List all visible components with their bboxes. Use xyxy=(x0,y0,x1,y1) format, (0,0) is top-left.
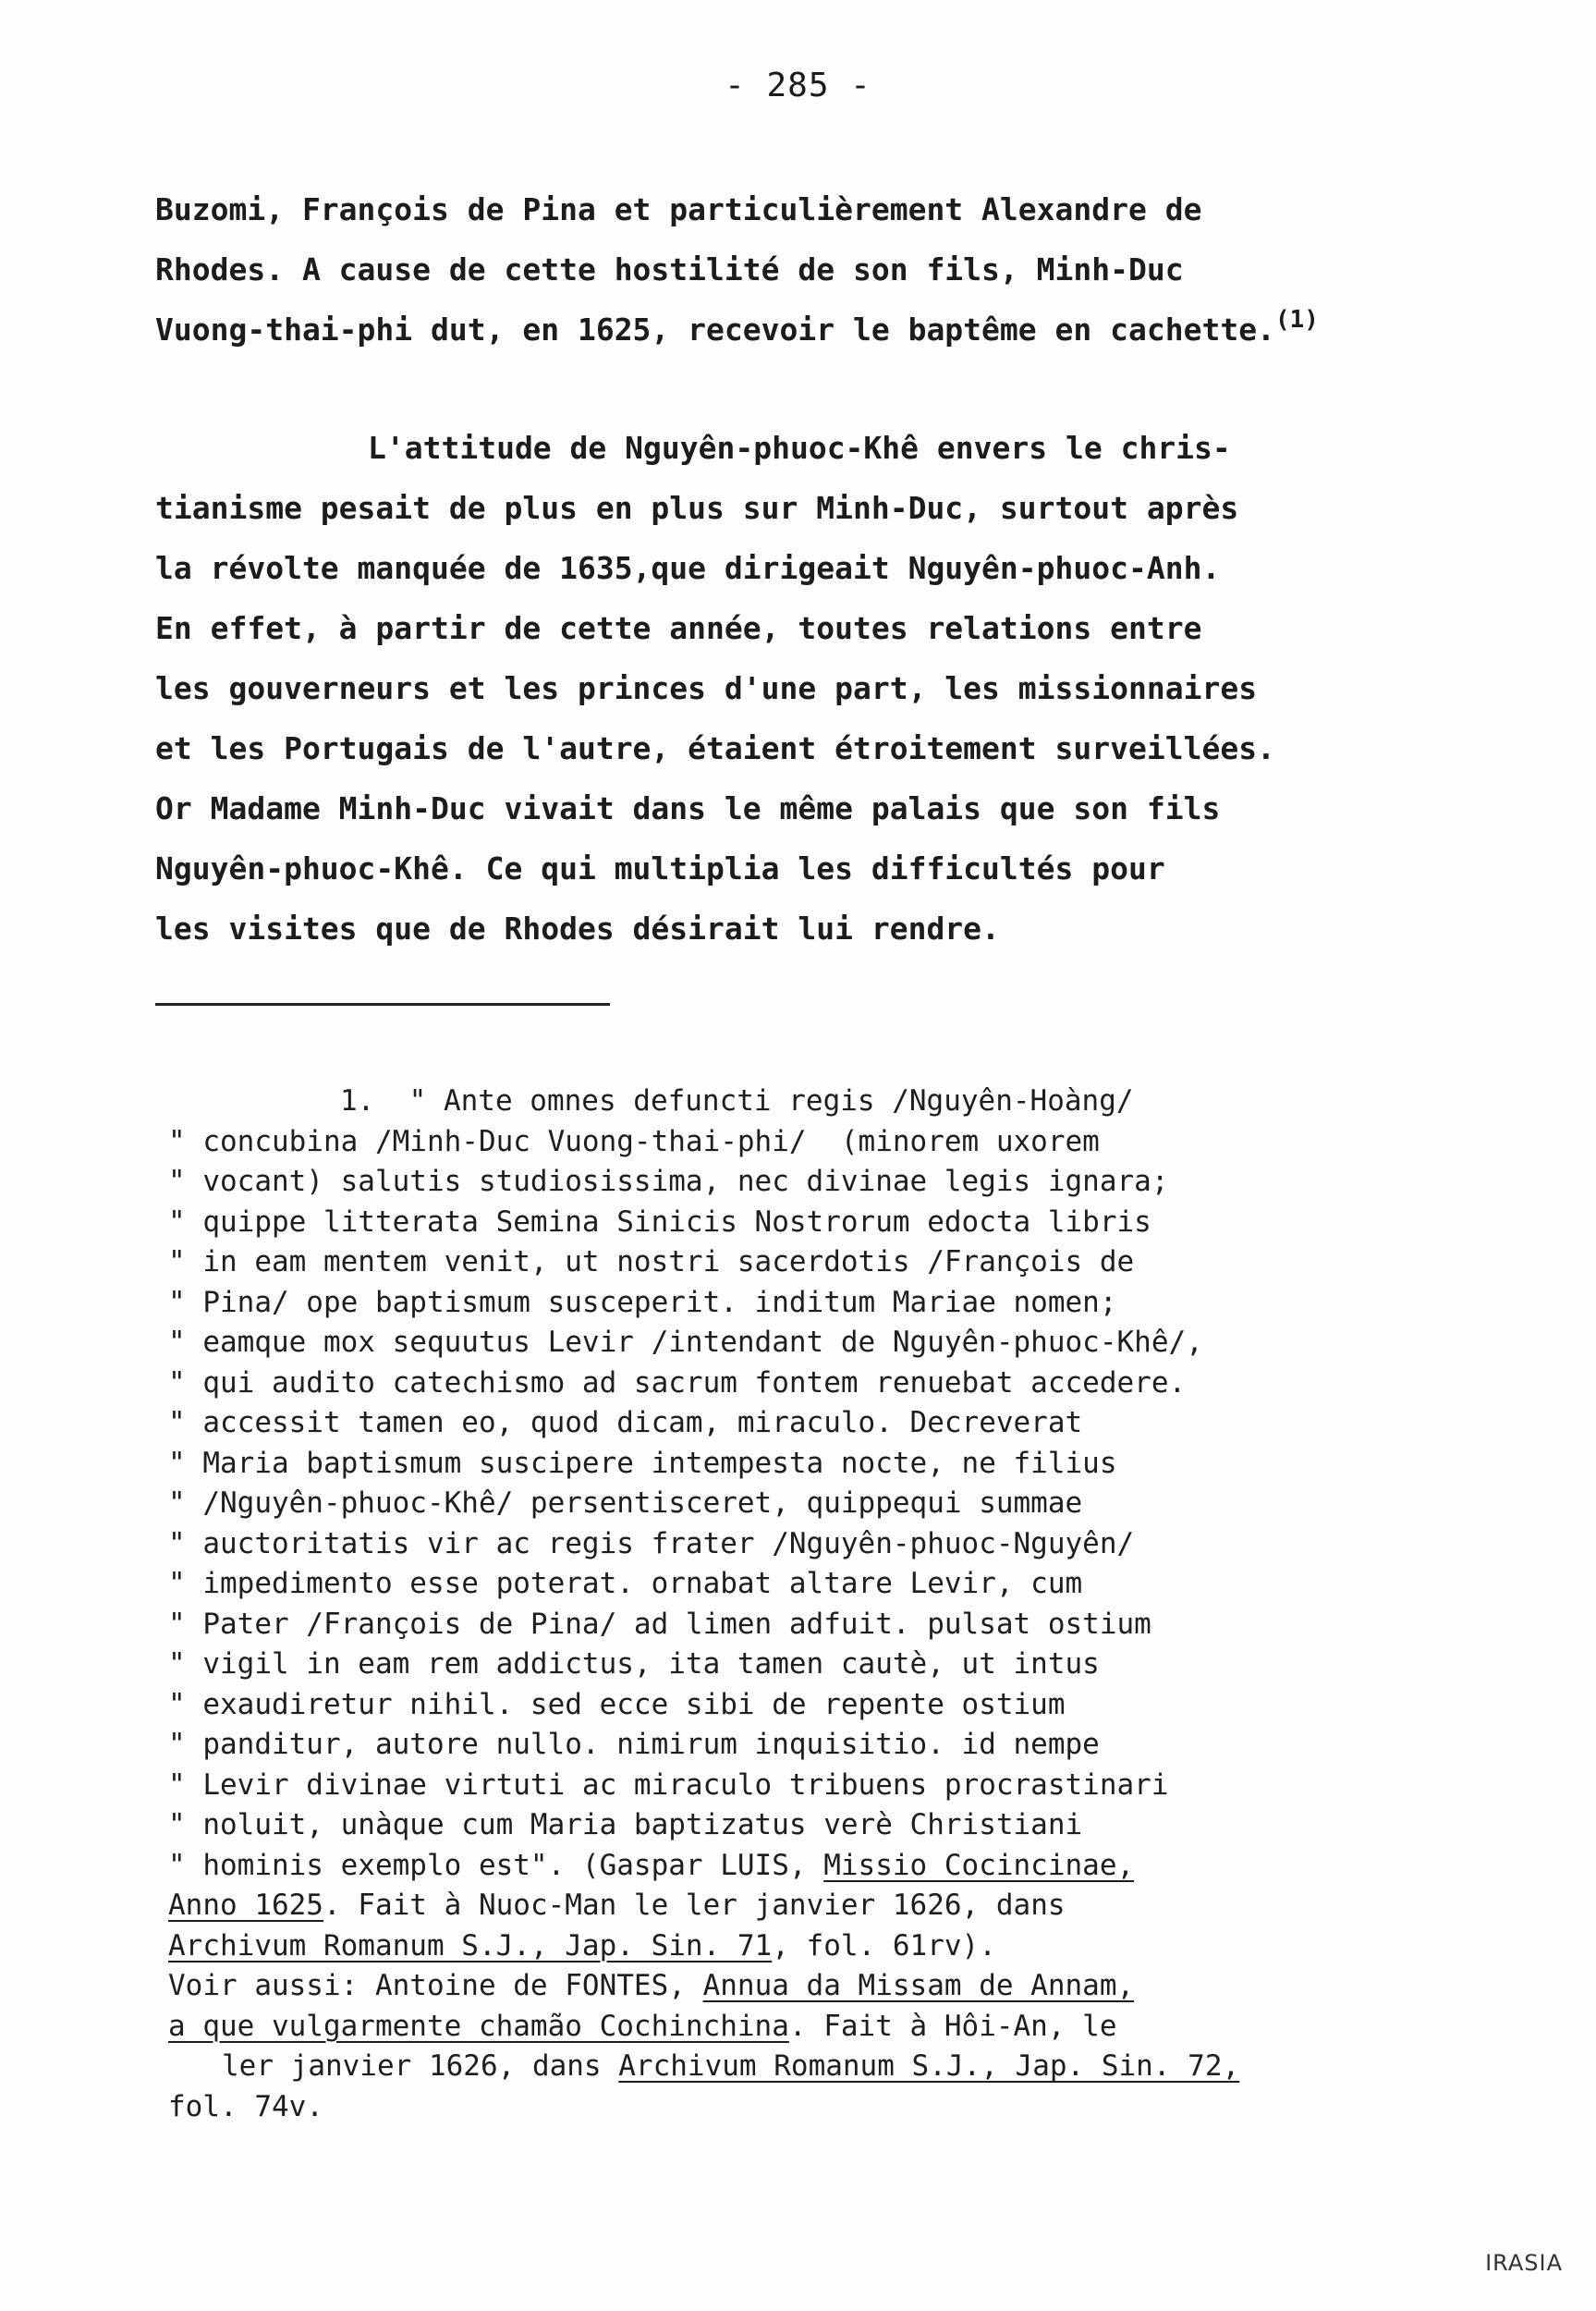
footnote-line-13: " impedimento esse poterat. ornabat altare Levir, cum xyxy=(168,1567,1083,1600)
footnote-line-24 xyxy=(168,2007,1554,2048)
footnote-line-2: " concubina /Minh-Duc Vuong-thai-phi/ (minorem uxorem xyxy=(168,1124,1100,1158)
footnote-line-21 xyxy=(168,1886,1554,1926)
footnote-line-25 xyxy=(168,2047,1554,2087)
footnote-line-5: " in eam mentem venit, ut nostri sacerdotis /François de xyxy=(168,1245,1135,1278)
paragraph-2-line-4: En effet, à partir de cette année, toutes relations entre xyxy=(155,610,1202,646)
paragraph-1-line-2: Rhodes. A cause de cette hostilité de son fils, Minh-Duc xyxy=(155,251,1184,287)
footnote-line-19: " noluit, unàque cum Maria baptizatus verè Christiani xyxy=(168,1808,1083,1841)
footnote-line-11: " /Nguyên-phuoc-Khê/ persentisceret, quippequi summae xyxy=(168,1486,1083,1520)
citation-title-annua: Annua da Missam de Annam, xyxy=(702,1969,1135,2002)
citation-title-annua-cont: a que vulgarmente chamão Cochinchina xyxy=(168,2009,789,2043)
footnote-divider xyxy=(155,1003,610,1006)
footnote-line-12: " auctoritatis vir ac regis frater /Nguyên-phuoc-Nguyên/ xyxy=(168,1526,1135,1560)
footnote-reference[interactable]: (1) xyxy=(1274,306,1319,334)
citation-place-date: . Fait à Nuoc-Man le ler janvier 1626, dans xyxy=(323,1889,1066,1922)
footnote-line-3: " vocant) salutis studiosissima, nec divinae legis ignara; xyxy=(168,1165,1169,1198)
watermark-label: IRASIA xyxy=(1485,2250,1563,2276)
footnote-line-18: " Levir divinae virtuti ac miraculo tribuens procrastinari xyxy=(168,1767,1169,1802)
footnote-line-26: fol. 74v. xyxy=(168,2089,323,2123)
paragraph-2-line-3: la révolte manquée de 1635,que dirigeait Nguyên-phuoc-Anh. xyxy=(155,550,1221,586)
footnote-line-9: " accessit tamen eo, quod dicam, miraculo. Decreverat xyxy=(168,1406,1083,1439)
footnote-line-17: " panditur, autore nullo. nimirum inquisitio. id nempe xyxy=(168,1728,1100,1761)
paragraph-1-line-1: Buzomi, François de Pina et particulièrement Alexandre de xyxy=(155,191,1202,227)
footnote-line-23 xyxy=(168,1966,1554,2007)
citation-title-missio: Missio Cocincinae, xyxy=(823,1848,1135,1882)
citation-archive-72: Archivum Romanum S.J., Jap. Sin. 72, xyxy=(618,2049,1240,2083)
citation-folio-61: , fol. 61rv). xyxy=(772,1928,996,1963)
footnote-line-16: " exaudiretur nihil. sed ecce sibi de repente ostium xyxy=(168,1687,1066,1721)
paragraph-2-line-9: les visites que de Rhodes désirait lui rendre. xyxy=(155,911,1000,947)
paragraph-1 xyxy=(155,179,1523,360)
paragraph-2-line-1: L'attitude de Nguyên-phuoc-Khê envers le chris- xyxy=(368,430,1231,466)
footnote-line-20 xyxy=(168,1846,1554,1887)
footnote-1 xyxy=(168,1082,1554,2127)
footnote-line-10: " Maria baptismum suscipere intempesta nocte, ne filius xyxy=(168,1446,1117,1480)
paragraph-1-line-3 xyxy=(155,300,1523,360)
footnote-line-20-text: " hominis exemplo est". (Gaspar LUIS, xyxy=(168,1848,824,1882)
citation-place-hoian: . Fait à Hôi-An, le xyxy=(788,2009,1117,2043)
footnote-line-22 xyxy=(168,1926,1554,1967)
citation-archive-71: Archivum Romanum S.J., Jap. Sin. 71 xyxy=(168,1928,773,1963)
page-number: - 285 - xyxy=(725,67,871,104)
paragraph-2-line-2: tianisme pesait de plus en plus sur Minh-Duc, surtout après xyxy=(155,490,1239,526)
footnote-line-7: " eamque mox sequutus Levir /intendant de Nguyên-phuoc-Khê/, xyxy=(168,1326,1203,1359)
citation-date-1626: ler janvier 1626, dans xyxy=(222,2049,619,2083)
footnote-line-4: " quippe litterata Semina Sinicis Nostrorum edocta libris xyxy=(168,1204,1151,1239)
paragraph-1-line-3-text: Vuong-thai-phi dut, en 1625, recevoir le baptême en cachette. xyxy=(155,312,1275,348)
footnote-line-1: 1. " Ante omnes defuncti regis /Nguyên-Hoàng/ xyxy=(340,1084,1134,1118)
footnote-line-15: " vigil in eam rem addictus, ita tamen cautè, ut intus xyxy=(168,1647,1100,1681)
paragraph-2 xyxy=(155,418,1523,959)
citation-year: Anno 1625 xyxy=(168,1889,323,1922)
see-also-prefix: Voir aussi: Antoine de FONTES, xyxy=(168,1969,703,2002)
footnote-line-8: " qui audito catechismo ad sacrum fontem renuebat accedere. xyxy=(168,1365,1187,1400)
paragraph-2-line-8: Nguyên-phuoc-Khê. Ce qui multiplia les difficultés pour xyxy=(155,850,1165,886)
paragraph-2-line-5: les gouverneurs et les princes d'une part, les missionnaires xyxy=(155,670,1258,706)
footnote-line-6: " Pina/ ope baptismum susceperit. inditum Mariae nomen; xyxy=(168,1285,1117,1319)
paragraph-2-line-6: et les Portugais de l'autre, étaient étroitement surveillées. xyxy=(155,730,1275,766)
footnote-line-14: " Pater /François de Pina/ ad limen adfuit. pulsat ostium xyxy=(168,1607,1151,1641)
paragraph-2-line-7: Or Madame Minh-Duc vivait dans le même palais que son fils xyxy=(155,790,1221,826)
